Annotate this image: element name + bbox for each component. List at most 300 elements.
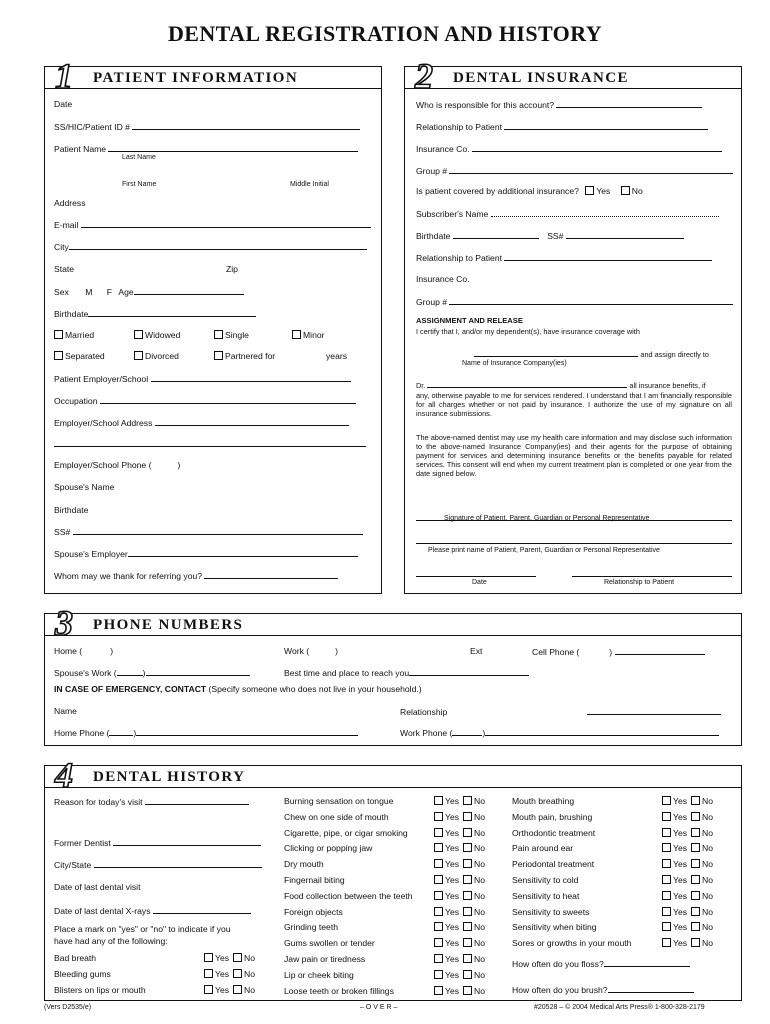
yes-checkbox[interactable] [434,859,443,868]
yes-checkbox[interactable] [662,907,671,916]
section-number: 4 [55,755,73,795]
divorced-checkbox[interactable] [134,351,179,361]
question-label: Mouth breathing [512,796,575,806]
former-dentist-label: Former Dentist [54,838,111,848]
yes-checkbox[interactable] [662,843,671,852]
history-question [284,970,354,980]
spouse-work-field[interactable] [54,667,250,678]
married-label: Married [65,330,95,340]
yes-label: Yes [445,796,460,806]
history-question [284,843,372,853]
history-question [54,969,111,979]
history-question [512,828,595,838]
employer-phone-field[interactable] [54,460,180,470]
city-label: City [54,242,69,252]
section-title: DENTAL HISTORY [93,769,246,785]
yes-checkbox[interactable] [662,828,671,837]
last-xrays-label: Date of last dental X-rays [54,906,151,916]
group-label: Group # [416,166,448,176]
yes-checkbox[interactable] [662,922,671,931]
ext-label: Ext [470,646,483,656]
separated-checkbox[interactable] [54,351,105,361]
emergency-note: (Specify someone who does not live in your household.) [208,684,422,694]
checkbox-icon[interactable] [621,186,630,195]
middle-initial-caption: Middle Initial [290,181,329,188]
no-label: No [702,859,714,870]
yes-no-options[interactable] [658,812,713,822]
spouse-employer-field[interactable] [54,548,358,559]
referral-field[interactable] [54,570,338,581]
sex-f-option[interactable]: F [106,287,113,297]
employer-field[interactable] [54,373,351,384]
spouse-work-label: Spouse's Work ( [54,668,117,678]
cell-phone-field[interactable] [532,646,705,657]
widowed-label: Widowed [145,330,181,340]
yes-no-options[interactable] [658,938,713,948]
no-checkbox[interactable] [463,812,472,821]
history-question [284,954,365,964]
emergency-label: IN CASE OF EMERGENCY, CONTACT [54,684,207,694]
separated-label: Separated [65,351,105,361]
zip-label: Zip [226,264,238,274]
subscriber-ss-label: SS# [547,231,564,241]
history-question [284,907,343,917]
yes-checkbox[interactable] [204,969,213,978]
benefits-text-1: all insurance benefits, if [629,381,706,390]
paren: ) [142,668,146,678]
question-label: Bad breath [54,953,97,963]
date-label: Date [54,99,73,109]
history-question [284,891,413,901]
yes-checkbox[interactable] [434,986,443,995]
history-question [284,986,394,996]
employer-phone-label: Employer/School Phone ( [54,460,152,470]
no-label: No [474,859,486,870]
sex-label: Sex [54,287,69,297]
no-checkbox[interactable] [463,954,472,963]
no-checkbox[interactable] [691,875,700,884]
minor-checkbox[interactable] [292,330,325,340]
sex-m-option[interactable]: M [85,287,93,297]
no-checkbox[interactable] [691,796,700,805]
spouse-birthdate-label: Birthdate [54,505,89,515]
question-label: Periodontal treatment [512,859,595,870]
instructions-line-1: Place a mark on "yes" or "no" to indicate if you [54,924,231,934]
group2-field[interactable] [416,296,733,307]
relationship-label: Relationship to Patient [416,122,502,132]
emergency-relationship-field[interactable] [400,706,721,717]
no-checkbox[interactable] [463,938,472,947]
yes-checkbox[interactable] [434,922,443,931]
date-relationship-line[interactable] [416,568,732,579]
yes-label: Yes [596,186,611,196]
yes-label: Yes [445,938,460,949]
emergency-contact-heading [54,684,422,694]
yes-no-options[interactable] [430,812,485,822]
yes-label: Yes [673,922,688,933]
yes-no-options[interactable] [658,875,713,885]
best-time-field[interactable] [284,667,529,678]
no-checkbox[interactable] [463,875,472,884]
yes-checkbox[interactable] [434,875,443,884]
yes-checkbox[interactable] [434,891,443,900]
yes-no-options[interactable] [430,796,485,806]
yes-checkbox[interactable] [434,907,443,916]
history-question [284,812,389,822]
no-checkbox[interactable] [463,986,472,995]
yes-no-options[interactable] [658,796,713,806]
history-question [284,828,408,838]
yes-no-options[interactable] [658,828,713,838]
yes-checkbox[interactable] [662,875,671,884]
question-label: Jaw pain or tiredness [284,954,366,964]
yes-checkbox[interactable] [662,938,671,947]
no-checkbox[interactable] [463,891,472,900]
no-checkbox[interactable] [463,859,472,868]
no-checkbox[interactable] [691,843,700,852]
yes-label: Yes [673,875,688,885]
yes-checkbox[interactable] [434,954,443,963]
home-phone-label: Home Phone ( [54,728,110,738]
footer-version: (Vers D2535/e) [44,1004,92,1011]
question-label: Sensitivity to cold [512,875,579,885]
no-label: No [702,796,714,806]
yes-checkbox[interactable] [662,796,671,805]
group-field[interactable] [416,165,733,176]
no-checkbox[interactable] [463,907,472,916]
question-label: Burning sensation on tongue [284,796,394,806]
question-label: Grinding teeth [284,922,338,933]
yes-checkbox[interactable] [434,938,443,947]
print-name-line[interactable] [416,535,732,546]
no-checkbox[interactable] [691,828,700,837]
emergency-home-phone-field[interactable] [54,727,358,738]
history-question [284,938,375,948]
yes-label: Yes [445,811,460,822]
section-header [405,56,741,96]
yes-label: Yes [673,938,688,949]
yes-label: Yes [215,969,230,979]
yes-no-options[interactable] [430,907,485,917]
question-label: Lip or cheek biting [284,969,354,980]
patient-name-label: Patient Name [54,144,107,154]
yes-checkbox[interactable] [204,953,213,962]
email-field[interactable] [54,219,371,230]
insurance-company2-label: Insurance Co. [416,274,470,284]
yes-checkbox[interactable] [434,812,443,821]
checkbox-icon[interactable] [134,351,143,360]
years-label: years [326,351,348,361]
yes-no-options[interactable] [200,953,255,963]
checkbox-icon[interactable] [214,330,223,339]
divorced-label: Divorced [145,351,179,361]
yes-checkbox[interactable] [434,843,443,852]
section-title: PATIENT INFORMATION [93,70,299,86]
question-label: Food collection between the teeth [284,890,413,901]
yes-label: Yes [445,954,460,964]
work-label: Work ( [284,646,310,656]
no-label: No [244,953,256,963]
brush-field[interactable] [512,984,694,995]
no-checkbox[interactable] [233,969,242,978]
question-label: Blisters on lips or mouth [54,985,146,995]
no-checkbox[interactable] [691,938,700,947]
question-label: Sores or growths in your mouth [512,938,632,949]
yes-checkbox[interactable] [662,859,671,868]
no-checkbox[interactable] [233,985,242,994]
no-checkbox[interactable] [463,922,472,931]
married-checkbox[interactable] [54,330,94,340]
yes-no-options[interactable] [430,938,485,948]
no-label: No [474,796,486,806]
assign-directly-label: and assign directly to [640,350,709,359]
partnered-checkbox[interactable] [214,351,275,361]
paren: ) [482,728,486,738]
last-name-caption: Last Name [122,154,156,161]
yes-no-options[interactable] [658,859,713,869]
reason-label: Reason for today's visit [54,797,143,807]
referral-label: Whom may we thank for referring you? [54,571,203,581]
history-question [284,859,324,869]
yes-label: Yes [673,796,688,806]
yes-label: Yes [673,843,688,854]
section-header [45,755,741,795]
insurance-company-names-field[interactable] [474,348,709,359]
last-visit-label: Date of last dental visit [54,882,141,892]
no-checkbox[interactable] [691,812,700,821]
footer-over: – O V E R – [360,1004,398,1011]
no-label: No [702,906,714,917]
section-header [45,603,741,643]
work-phone-label: Work Phone ( [400,728,453,738]
question-label: Pain around ear [512,843,574,854]
no-label: No [244,985,256,995]
question-label: Gums swollen or tender [284,938,375,949]
spouse-ss-field[interactable] [54,526,363,537]
yes-no-options[interactable] [430,843,485,853]
yes-no-options[interactable] [658,843,713,853]
state-label: State [54,264,75,274]
no-checkbox[interactable] [233,953,242,962]
occupation-field[interactable] [54,395,356,406]
question-label: Orthodontic treatment [512,827,596,838]
no-label: No [474,843,486,854]
checkbox-icon[interactable] [54,330,63,339]
section-title: PHONE NUMBERS [93,617,244,633]
yes-label: Yes [445,859,460,870]
yes-checkbox[interactable] [204,985,213,994]
home-label: Home ( [54,646,83,656]
checkbox-icon[interactable] [585,186,594,195]
no-checkbox[interactable] [463,796,472,805]
city-state-field[interactable] [54,859,262,870]
city-field[interactable] [54,241,367,252]
paren: ) [177,460,181,470]
relationship-label: Relationship [400,707,448,717]
yes-label: Yes [215,985,230,995]
yes-checkbox[interactable] [434,970,443,979]
yes-checkbox[interactable] [434,828,443,837]
subscriber-birthdate-field[interactable] [416,230,684,241]
additional-insurance-question[interactable] [416,186,643,196]
yes-label: Yes [445,875,460,885]
yes-label: Yes [445,906,460,917]
former-dentist-field[interactable] [54,837,261,848]
partnered-label: Partnered for [225,351,276,361]
no-label: No [244,969,256,979]
address-label: Address [54,198,86,208]
yes-label: Yes [445,827,460,838]
no-checkbox[interactable] [691,891,700,900]
spouse-employer-label: Spouse's Employer [54,549,128,559]
relationship-field[interactable] [416,121,708,132]
city-state-label: City/State [54,860,92,870]
group2-label: Group # [416,297,448,307]
question-label: Dry mouth [284,859,324,870]
first-name-caption: First Name [122,181,157,188]
date-field[interactable] [54,99,72,109]
subscriber-birthdate-label: Birthdate [416,231,451,241]
yes-no-options[interactable] [430,954,485,964]
brush-label: How often do you brush? [512,985,608,995]
email-label: E-mail [54,220,79,230]
subscriber-field[interactable] [416,208,719,219]
dr-field[interactable] [416,379,706,390]
yes-no-options[interactable] [430,891,485,901]
best-time-label: Best time and place to reach you [284,668,410,678]
no-checkbox[interactable] [691,922,700,931]
floss-label: How often do you floss? [512,959,604,969]
sex-age-field[interactable] [54,286,244,297]
insurance-company-field[interactable] [416,143,722,154]
yes-no-options[interactable] [430,970,485,980]
yes-no-options[interactable] [200,969,255,979]
yes-label: Yes [215,953,230,963]
yes-no-options[interactable] [430,875,485,885]
yes-no-options[interactable] [658,922,713,932]
work-phone-field[interactable] [284,646,338,656]
widowed-checkbox[interactable] [134,330,180,340]
yes-label: Yes [673,827,688,838]
no-checkbox[interactable] [691,907,700,916]
checkbox-icon[interactable] [292,330,301,339]
last-xrays-field[interactable] [54,905,251,916]
yes-checkbox[interactable] [434,796,443,805]
no-checkbox[interactable] [691,859,700,868]
relationship2-label: Relationship to Patient [416,253,502,263]
date-caption: Date [472,579,487,586]
checkbox-icon[interactable] [54,351,63,360]
footer-publisher: #20528 – © 2004 Medical Arts Press® 1-800-328-2179 [534,1004,705,1011]
no-checkbox[interactable] [463,843,472,852]
single-checkbox[interactable] [214,330,249,340]
responsible-label: Who is responsible for this account? [416,100,555,110]
yes-no-options[interactable] [430,859,485,869]
responsible-field[interactable] [416,99,702,110]
no-label: No [702,827,714,838]
question-label: Sensitivity when biting [512,922,597,933]
yes-no-options[interactable] [430,986,485,996]
insurance-company2-field[interactable] [416,274,470,284]
yes-no-options[interactable] [430,828,485,838]
question-label: Mouth pain, brushing [512,811,593,822]
yes-no-options[interactable] [658,891,713,901]
yes-checkbox[interactable] [662,812,671,821]
patient-name-field[interactable] [54,143,358,154]
assignment-title: ASSIGNMENT AND RELEASE [416,316,523,325]
paren: ) [609,647,613,657]
floss-field[interactable] [512,958,690,969]
question-label: Sensitivity to sweets [512,906,590,917]
yes-label: Yes [445,969,460,980]
employer-address-label: Employer/School Address [54,418,153,428]
history-question [284,796,393,806]
checkbox-icon[interactable] [134,330,143,339]
home-phone-field[interactable] [54,646,113,656]
birthdate-field[interactable] [54,308,256,319]
reason-field[interactable] [54,796,249,807]
history-question [284,922,338,932]
no-label: No [474,938,486,949]
yes-label: Yes [445,890,460,901]
no-label: No [702,843,714,854]
question-label: Foreign objects [284,906,343,917]
relationship-caption: Relationship to Patient [604,579,675,586]
section-number: 1 [55,56,73,96]
question-label: Clicking or popping jaw [284,843,373,854]
yes-no-options[interactable] [430,922,485,932]
company-names-caption: Name of Insurance Company(ies) [462,360,567,367]
section-number: 2 [415,56,433,96]
employer-address-line2[interactable] [54,438,366,449]
history-question [54,985,146,995]
no-checkbox[interactable] [463,828,472,837]
yes-label: Yes [445,922,460,933]
occupation-label: Occupation [54,396,98,406]
history-question [512,938,631,948]
no-checkbox[interactable] [463,970,472,979]
no-label: No [474,827,486,838]
yes-no-options[interactable] [200,985,255,995]
no-label: No [702,922,714,933]
no-label: No [474,811,486,822]
question-label: Fingernail biting [284,875,345,885]
emergency-work-phone-field[interactable] [400,727,719,738]
no-label: No [702,875,714,885]
minor-label: Minor [303,330,325,340]
ss-id-field[interactable] [54,121,360,132]
employer-address-field[interactable] [54,417,349,428]
history-question [512,859,594,869]
question-label: Loose teeth or broken fillings [284,985,394,996]
single-label: Single [225,330,249,340]
signature-caption: Signature of Patient, Parent, Guardian or Personal Representative [444,515,650,522]
checkbox-icon[interactable] [214,351,223,360]
birthdate-label: Birthdate [54,309,89,319]
history-question [512,796,574,806]
yes-checkbox[interactable] [662,891,671,900]
spouse-ss-label: SS# [54,527,71,537]
no-label: No [631,186,643,196]
additional-insurance-label: Is patient covered by additional insurance? [416,186,579,196]
question-label: Sensitivity to heat [512,890,580,901]
no-label: No [474,985,486,996]
no-label: No [702,938,714,949]
yes-label: Yes [445,843,460,854]
spouse-name-label: Spouse's Name [54,482,115,492]
relationship2-field[interactable] [416,252,712,263]
yes-no-options[interactable] [658,907,713,917]
